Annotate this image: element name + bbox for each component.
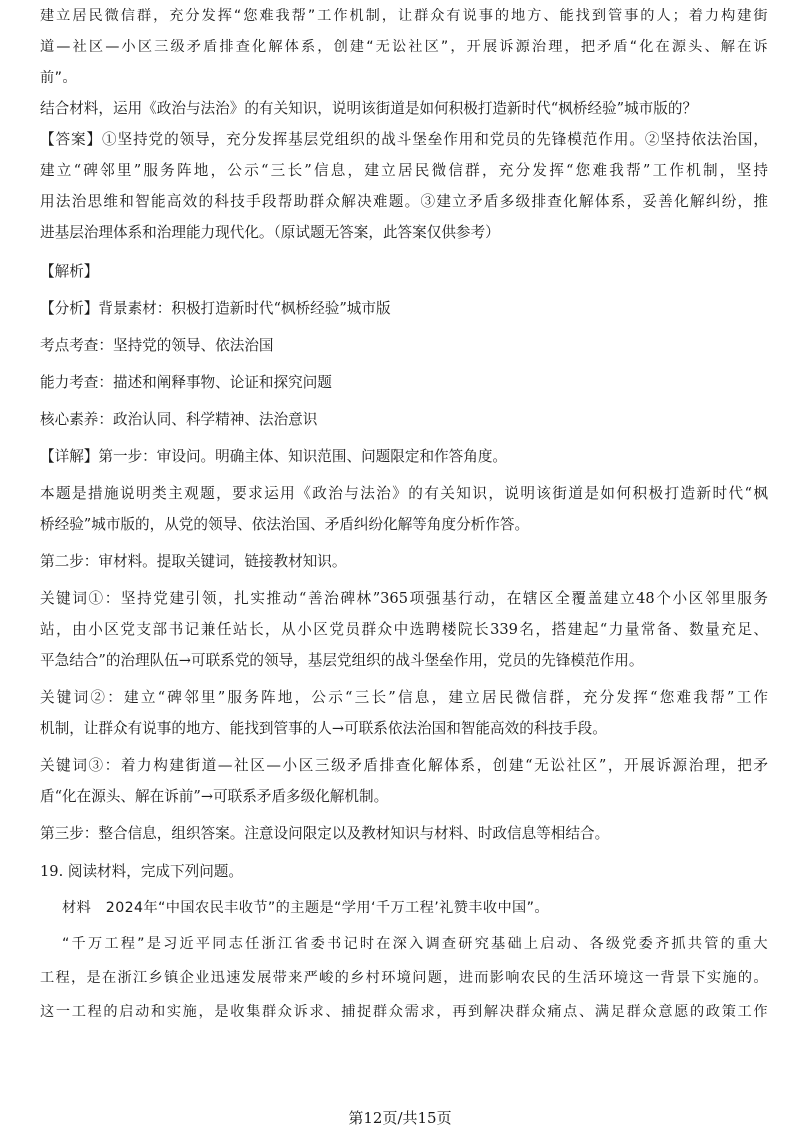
question-text: 结合材料，运用《政治与法治》的有关知识，说明该街道是如何积极打造新时代“枫桥经验”城市版的？ <box>40 100 698 117</box>
answer-line-4: 进基层治理体系和治理能力现代化。（原试题无答案，此答案仅供参考） <box>40 224 500 241</box>
analysis-line-3: 能力考查：描述和阐释事物、论证和探究问题 <box>40 374 332 391</box>
question-19: 19. 阅读材料，完成下列问题。 <box>40 863 243 880</box>
step1-detail-line-1: 本题是措施说明类主观题，要求运用《政治与法治》的有关知识，说明该街道是如何积极打造新时代“枫 <box>40 485 768 502</box>
analysis-line-5: 【详解】第一步：审设问。明确主体、知识范围、问题限定和作答角度。 <box>40 448 508 465</box>
analysis-label: 【解析】 <box>40 263 99 280</box>
keyword1-line-3: 平急结合”的治理队伍→可联系党的领导，基层党组织的战斗堡垒作用，党员的先锋模范作用。 <box>40 652 644 669</box>
analysis-line-4: 核心素养：政治认同、科学精神、法治意识 <box>40 411 318 428</box>
material19-body-line-1: “千万工程”是习近平同志任浙江省委书记时在深入调查研究基础上启动、各级党委齐抓共管的重大 <box>62 936 768 952</box>
material19-title: 材料 2024年“中国农民丰收节”的主题是“学用‘千万工程’礼赞丰收中国”。 <box>62 900 549 916</box>
material19-body-line-2: 工程，是在浙江乡镇企业迅速发展带来严峻的乡村环境问题，进而影响农民的生活环境这一背景下实施的。 <box>40 970 768 986</box>
analysis-line-1: 【分析】背景素材：积极打造新时代“枫桥经验”城市版 <box>40 300 391 317</box>
keyword3-line-2: 盾“化在源头、解在诉前”→可联系矛盾多级化解机制。 <box>40 788 389 805</box>
step1-detail-line-2: 桥经验”城市版的，从党的领导、依法治国、矛盾纠纷化解等角度分析作答。 <box>40 516 530 533</box>
step3-text: 第三步：整合信息，组织答案。注意设问限定以及教材知识与材料、时政信息等相结合。 <box>40 825 610 842</box>
material-line-3: 前”。 <box>40 70 77 86</box>
material-line-2: 道—社区—小区三级矛盾排查化解体系，创建“无讼社区”，开展诉源治理，把矛盾“化在源头、解在诉 <box>40 39 768 55</box>
keyword1-line-1: 关键词①：坚持党建引领，扎实推动“善治碑林”365项强基行动，在辖区全覆盖建立48个小区邻里服务 <box>40 590 768 607</box>
answer-line-2: 建立“碑邻里”服务阵地，公示“三长”信息，建立居民微信群，充分发挥“您难我帮”工作机制，坚持 <box>40 162 768 179</box>
answer-line-3: 用法治思维和智能高效的科技手段帮助群众解决难题。③建立矛盾多级排查化解体系，妥善化解纠纷，推 <box>40 193 768 210</box>
keyword1-line-2: 站，由小区党支部书记兼任站长，从小区党员群众中选聘楼院长339名，搭建起“力量常备、数量充足、 <box>40 621 768 638</box>
keyword2-line-1: 关键词②：建立“碑邻里”服务阵地，公示“三长”信息，建立居民微信群，充分发挥“您难我帮”工作 <box>40 689 768 706</box>
keyword2-line-2: 机制，让群众有说事的地方、能找到管事的人→可联系依法治国和智能高效的科技手段。 <box>40 720 607 737</box>
material19-body-line-3: 这一工程的启动和实施，是收集群众诉求、捕捉群众需求，再到解决群众痛点、满足群众意愿的政策工作 <box>40 1004 768 1020</box>
page-number-footer: 第12页/共15页 <box>348 1109 452 1127</box>
analysis-line-2: 考点考查：坚持党的领导、依法治国 <box>40 337 274 354</box>
keyword3-line-1: 关键词③：着力构建街道—社区—小区三级矛盾排查化解体系，创建“无讼社区”，开展诉源治理，把矛 <box>40 757 768 774</box>
answer-line-1: 【答案】①坚持党的领导，充分发挥基层党组织的战斗堡垒作用和党员的先锋模范作用。②坚持依法治国， <box>40 131 768 148</box>
step2-text: 第二步：审材料。提取关键词，链接教材知识。 <box>40 553 347 570</box>
material-line-1: 建立居民微信群，充分发挥“您难我帮”工作机制，让群众有说事的地方、能找到管事的人；着力构建街 <box>40 8 768 24</box>
